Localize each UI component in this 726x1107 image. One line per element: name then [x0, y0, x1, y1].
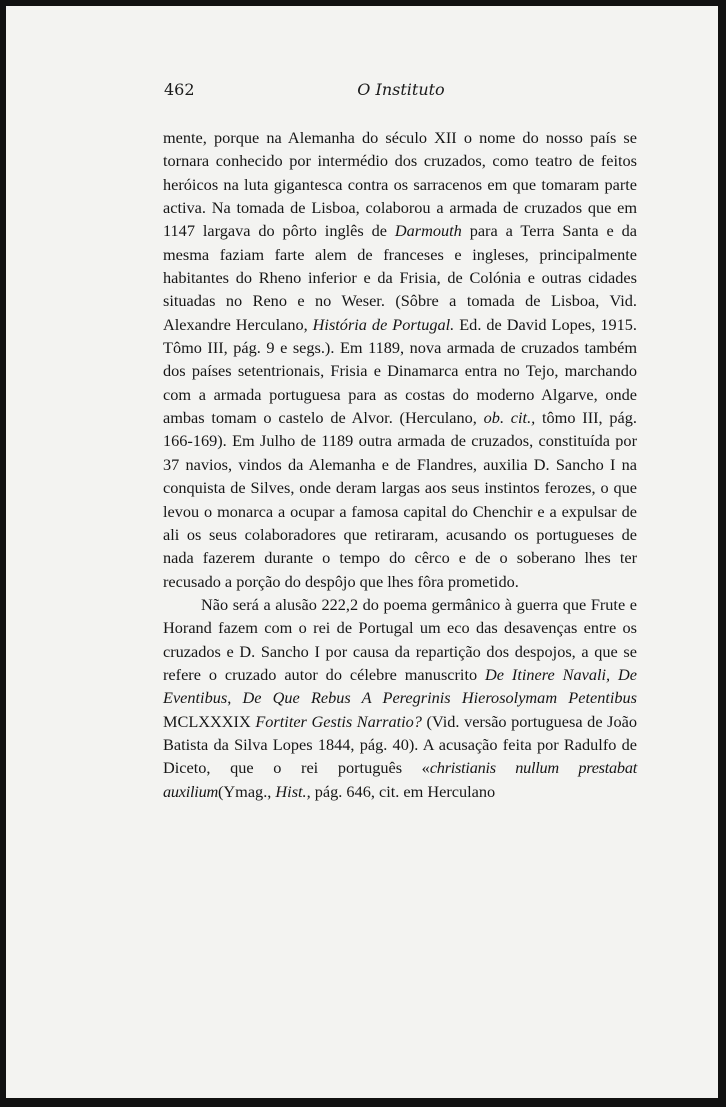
text-segment: MCLXXXIX [163, 711, 256, 731]
italic-place-name: Darmouth [394, 221, 462, 241]
italic-manuscript-title: Fortiter Gestis Narratio? [255, 711, 422, 731]
book-page [6, 6, 718, 1098]
paragraph-2 [163, 593, 637, 803]
italic-citation: ob. cit., [483, 408, 536, 428]
text-segment: pág. 646, cit. em Herculano [310, 781, 496, 801]
text-segment: para a Terra Santa e da mesma faziam farte alem de franceses e ingleses, principalmente habitantes do Rheno inferior e da Frisia, de Colónia e outras cidades situadas no Reno e no Weser. (Sôbre a tomada de Lisboa, Vid. Alexandre Herculano, [163, 221, 637, 334]
italic-manuscript-title: De Que Rebus A Peregrinis Hierosolymam Petentibus [242, 688, 638, 708]
text-segment: , [227, 688, 243, 708]
text-segment: Não será a alusão 222,2 do poema germânico à guerra que Frute e Horand fazem com o rei de Portugal um eco das desavenças entre os cruzados e D. Sancho I por causa da repartição dos despojos, a que se refere o cruzado autor do célebre manuscrito [163, 594, 637, 684]
italic-manuscript-title: De Itinere Navali, De Eventibus [163, 664, 637, 708]
italic-book-title: História de Portugal. [312, 314, 455, 334]
page-number: 462 [164, 80, 195, 99]
text-segment: Ed. de David Lopes, 1915. Tômo III, pág. 9 e segs.). Em 1189, nova armada de cruzados também dos países setentrionais, Frisia e Dinamarca entra no Tejo, marchando com a armada portuguesa para as costas do moderno Algarve, onde ambas tomam o castelo de Alvor. (Herculano, [163, 314, 637, 428]
running-title: O Instituto [357, 80, 445, 99]
text-segment: (Vid. versão portuguesa de João Batista da Silva Lopes 1844, pág. 40). A acusação feita por Radulfo de Diceto, que o rei português « [163, 711, 637, 778]
italic-latin-quote: christianis nullum prestabat auxilium [163, 758, 637, 801]
italic-citation: Hist., [275, 781, 311, 801]
text-segment: mente, porque na Alemanha do século XII o nome do nosso país se tornara conhecido por intermédio dos cruzados, como teatro de feitos heróicos na luta gigantesca contra os sarracenos em que tomaram parte activa. Na tomada de Lisboa, colaborou a armada de cruzados que em 1147 largava do pôrto inglês de [163, 128, 637, 241]
page-header [164, 80, 638, 104]
paragraph-1 [163, 126, 637, 593]
text-segment: tômo III, pág. 166-169). Em Julho de 1189 outra armada de cruzados, constituída por 37 navios, vindos da Alemanha e de Flandres, auxilia D. Sancho I na conquista de Silves, onde deram largas aos seus instintos ferozes, o que levou o monarca a ocupar a famosa capital do Chenchir e a expulsar de ali os seus colaboradores que retiraram, acusando os portugueses de nada fazerem durante o tempo do cêrco e de o soberano lhes ter recusado a porção do despôjo que lhes fôra prometido. [163, 408, 637, 591]
text-segment: (Ymag., [217, 781, 276, 801]
body-text [163, 126, 637, 803]
